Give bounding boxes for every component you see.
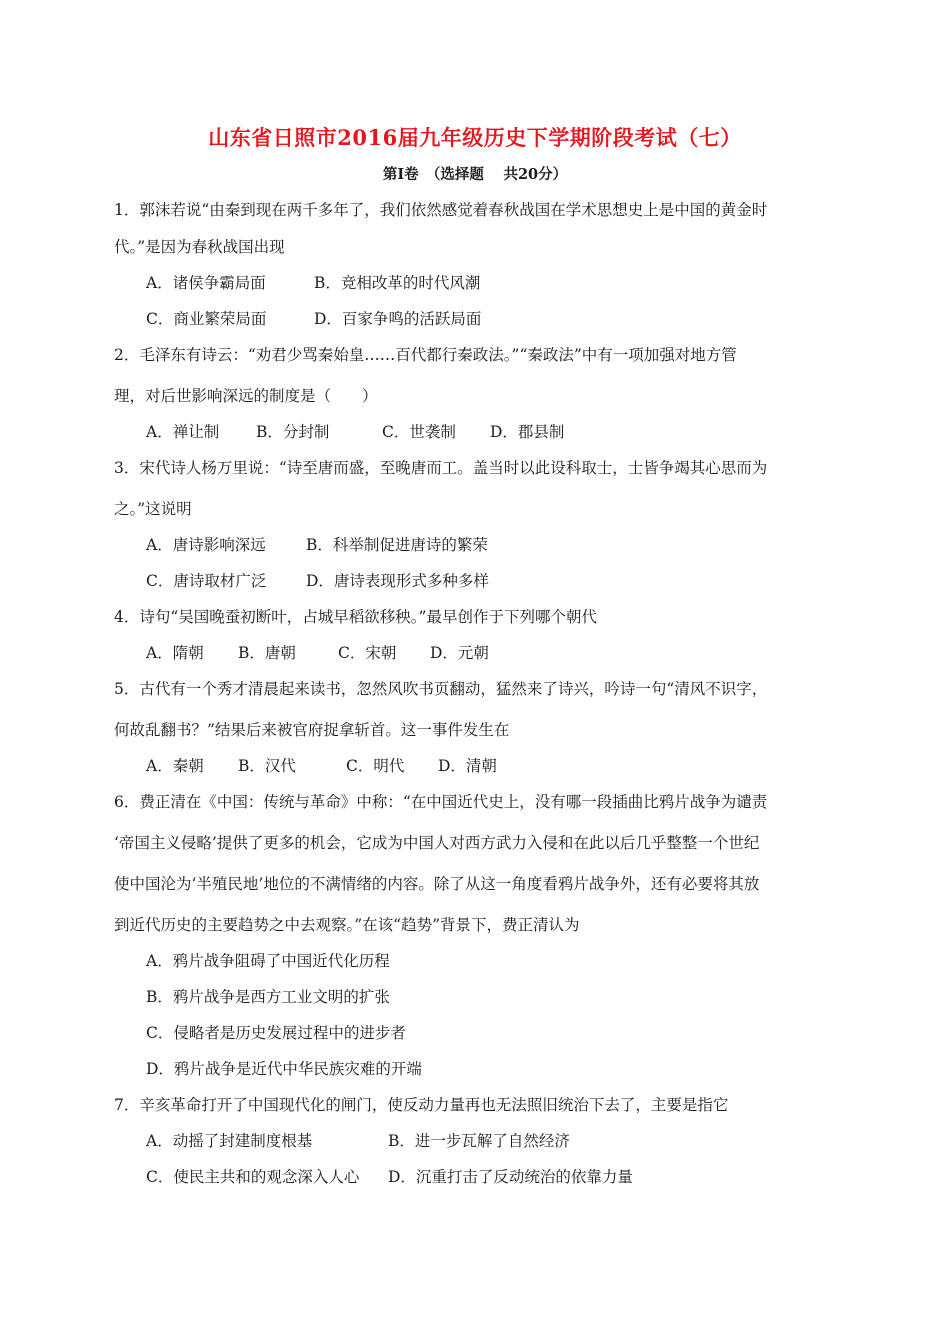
question-5-line-2: 何故乱翻书？”结果后来被官府捉拿斩首。这一事件发生在 xyxy=(114,721,510,739)
question-6-line-3: 使中国沦为‘半殖民地’地位的不满情绪的内容。除了从这一角度看鸦片战争外，还有必要将其放 xyxy=(114,875,760,893)
question-1-line-2: 代。”是因为春秋战国出现 xyxy=(114,238,285,256)
question-5-option-c: C．明代 xyxy=(346,757,405,775)
question-6-option-b: B．鸦片战争是西方工业文明的扩张 xyxy=(146,988,390,1006)
question-4-option-c: C．宋朝 xyxy=(338,644,397,662)
question-2-option-a: A．禅让制 xyxy=(146,423,220,441)
question-5-line-1: 5．古代有一个秀才清晨起来读书，忽然风吹书页翻动，猛然来了诗兴，吟诗一句“清风不识字， xyxy=(114,680,768,698)
question-6-option-a: A．鸦片战争阻碍了中国近代化历程 xyxy=(146,952,390,970)
question-4-line-1: 4．诗句“吴国晚蚕初断叶，占城早稻欲移秧。”最早创作于下列哪个朝代 xyxy=(114,608,597,626)
question-6-line-2: ‘帝国主义侵略’提供了更多的机会，它成为中国人对西方武力入侵和在此以后几乎整整一个世纪 xyxy=(114,834,760,852)
question-3-line-1: 3．宋代诗人杨万里说：“诗至唐而盛，至晚唐而工。盖当时以此设科取士，士皆争竭其心思而为 xyxy=(114,459,768,477)
question-3-option-c: C．唐诗取材广泛 xyxy=(146,572,267,590)
question-1-option-a: A．诸侯争霸局面 xyxy=(146,274,266,292)
question-1-option-c: C．商业繁荣局面 xyxy=(146,310,267,328)
question-5-option-d: D．清朝 xyxy=(438,757,497,775)
question-3-option-b: B．科举制促进唐诗的繁荣 xyxy=(306,536,488,554)
question-7-option-d: D．沉重打击了反动统治的依靠力量 xyxy=(388,1168,633,1186)
question-2-line-2: 理，对后世影响深远的制度是（ ） xyxy=(114,387,378,405)
question-4-option-a: A．隋朝 xyxy=(146,644,204,662)
question-2-option-b: B．分封制 xyxy=(256,423,330,441)
question-6-option-d: D．鸦片战争是近代中华民族灾难的开端 xyxy=(146,1060,422,1078)
question-3-line-2: 之。”这说明 xyxy=(114,500,192,518)
question-4-option-b: B．唐朝 xyxy=(238,644,296,662)
question-1-line-1: 1．郭沫若说“由秦到现在两千多年了，我们依然感觉着春秋战国在学术思想史上是中国的黄金时 xyxy=(114,201,768,219)
question-1-option-b: B．竞相改革的时代风潮 xyxy=(314,274,481,292)
question-3-option-d: D．唐诗表现形式多种多样 xyxy=(306,572,489,590)
question-1-option-d: D．百家争鸣的活跃局面 xyxy=(314,310,482,328)
question-3-option-a: A．唐诗影响深远 xyxy=(146,536,266,554)
question-5-option-a: A．秦朝 xyxy=(146,757,204,775)
question-2-option-c: C．世袭制 xyxy=(382,423,456,441)
question-7-option-a: A．动摇了封建制度根基 xyxy=(146,1132,313,1150)
question-7-option-b: B．进一步瓦解了自然经济 xyxy=(388,1132,570,1150)
question-4-option-d: D．元朝 xyxy=(430,644,489,662)
question-2-line-1: 2．毛泽东有诗云：“劝君少骂秦始皇……百代都行秦政法。”“秦政法”中有一项加强对地方管 xyxy=(114,346,737,364)
question-6-option-c: C．侵略者是历史发展过程中的进步者 xyxy=(146,1024,406,1042)
page-title: 山东省日照市2016届九年级历史下学期阶段考试（七） xyxy=(208,125,742,150)
section-subtitle: 第Ⅰ卷 （选择题 共20分） xyxy=(382,166,568,183)
question-6-line-1: 6．费正清在《中国：传统与革命》中称：“在中国近代史上，没有哪一段插曲比鸦片战争为谴责 xyxy=(114,793,768,811)
question-7-option-c: C．使民主共和的观念深入人心 xyxy=(146,1168,360,1186)
question-6-line-4: 到近代历史的主要趋势之中去观察。”在该“趋势”背景下，费正清认为 xyxy=(114,916,580,934)
question-7-line-1: 7．辛亥革命打开了中国现代化的闸门，使反动力量再也无法照旧统治下去了，主要是指它 xyxy=(114,1096,729,1114)
question-2-option-d: D．郡县制 xyxy=(490,423,565,441)
question-5-option-b: B．汉代 xyxy=(238,757,296,775)
